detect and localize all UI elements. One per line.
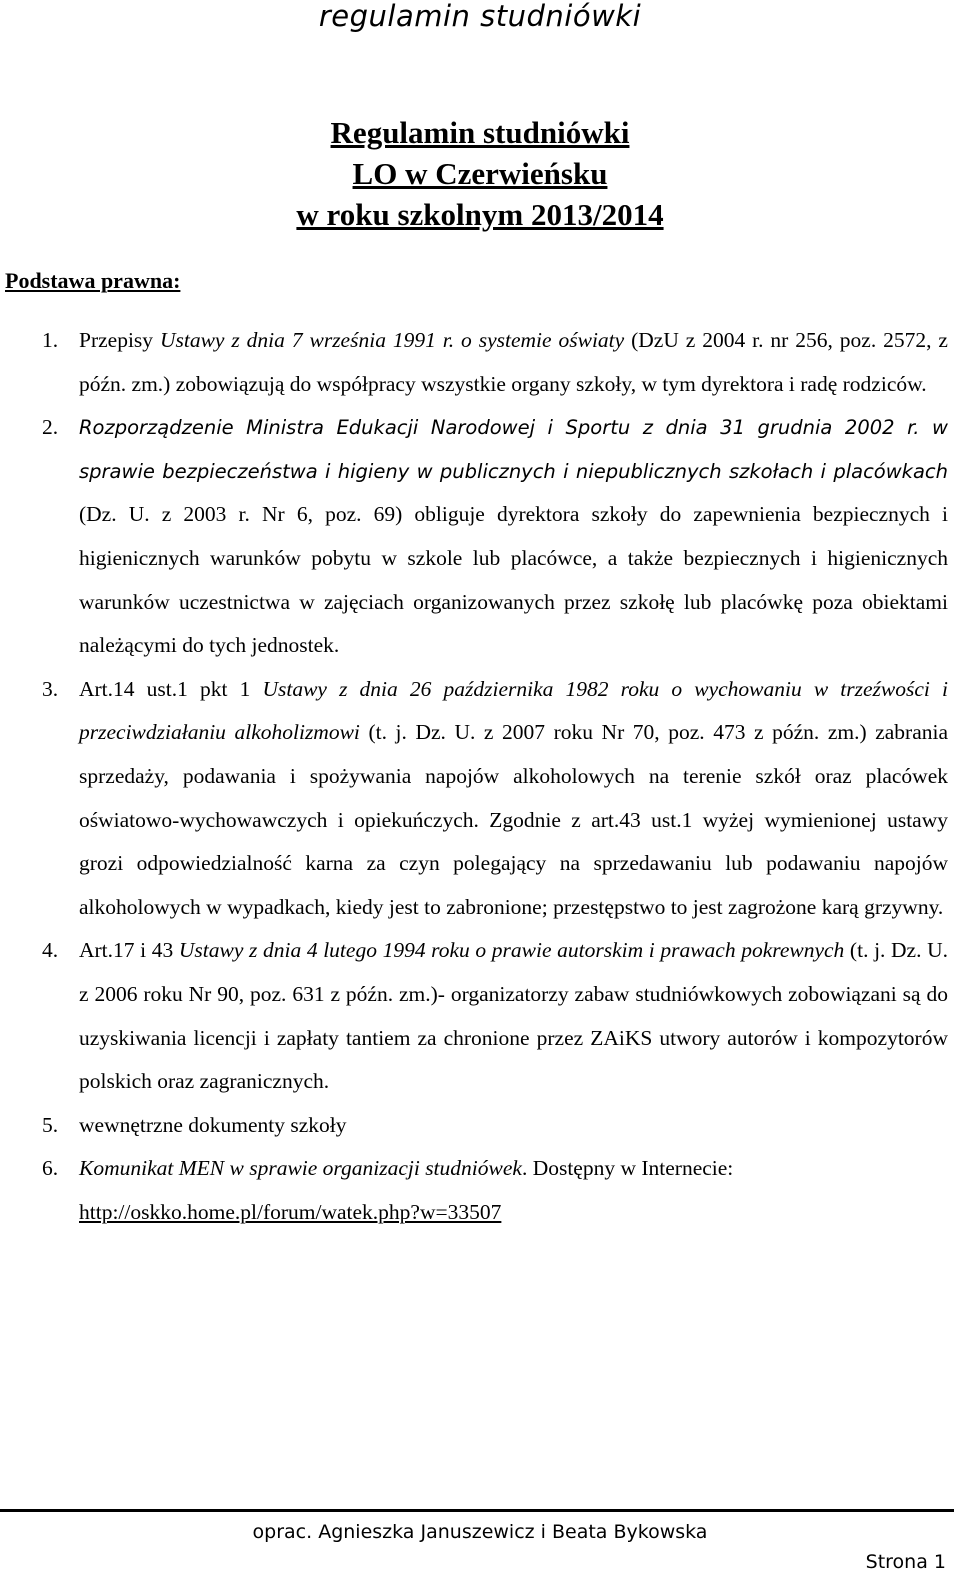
legal-basis-heading: Podstawa prawna: xyxy=(5,268,181,293)
list-item-5 xyxy=(42,1104,948,1148)
item-text: . Dostępny w Internecie: xyxy=(521,1156,734,1181)
item-number: 1. xyxy=(42,328,59,352)
list-item-3 xyxy=(42,668,948,930)
act-title: Ustawy z dnia 7 września 1991 r. o systemie oświaty xyxy=(159,328,625,352)
page-number: Strona 1 xyxy=(865,1551,946,1573)
item-text: (Dz. U. z 2003 r. Nr 6, poz. 69) obliguje dyrektora szkoły do zapewnienia bezpiecznych i higienicznych warunków pobytu w szkole lub placówce, a także bezpiecznych i higienicznych warunków uczestnictwa w zajęciach organizowanych przez szkołę lub placówkę poza obiektami należącymi do tych jednostek. xyxy=(79,502,948,658)
list-item-2 xyxy=(42,406,948,668)
item-text: wewnętrzne dokumenty szkoły xyxy=(79,1112,347,1137)
item-number: 6. xyxy=(42,1156,59,1181)
title-line-3: w roku szkolnym 2013/2014 xyxy=(296,197,664,232)
item-number: 5. xyxy=(42,1112,59,1137)
footer-author: oprac. Agnieszka Januszewicz i Beata Bykowska xyxy=(252,1521,708,1543)
item-text: Przepisy xyxy=(79,328,160,352)
forum-link[interactable]: http://oskko.home.pl/forum/watek.php?w=33507 xyxy=(79,1199,502,1224)
item-number: 4. xyxy=(42,938,59,963)
title-line-1: Regulamin studniówki xyxy=(330,115,630,150)
title-line-2: LO w Czerwieńsku xyxy=(352,156,608,191)
running-header: regulamin studniówki xyxy=(318,0,642,33)
act-title: Ustawy z dnia 26 października 1982 roku o wychowaniu w trzeźwości i przeciwdziałaniu alkoholizmowi xyxy=(79,676,948,745)
document-title xyxy=(0,112,960,235)
item-number: 3. xyxy=(42,676,59,701)
list-item-1 xyxy=(42,319,948,406)
list-item-4 xyxy=(42,929,948,1103)
item-number: 2. xyxy=(42,415,59,440)
item-text: (t. j. Dz. U. z 2006 roku Nr 90, poz. 631 z późn. zm.)- organizatorzy zabaw studniówkowych zobowiązani są do uzyskiwania licencji i zapłaty tantiem za chronione przez ZAiKS utwory autorów i kompozytorów polskich oraz zagranicznych. xyxy=(79,938,949,1094)
act-title: Ustawy z dnia 4 lutego 1994 roku o prawie autorskim i prawach pokrewnych xyxy=(178,938,845,963)
item-text: Art.17 i 43 xyxy=(79,938,179,963)
footer-divider xyxy=(0,1509,954,1512)
legal-basis-list xyxy=(42,319,948,1234)
item-text: (DzU z 2004 r. nr 256, poz. 2572, z późn. zm.) zobowiązują do współpracy wszystkie organy szkoły, w tym dyrektora i radę rodziców. xyxy=(79,328,948,396)
item-text: (t. j. Dz. U. z 2007 roku Nr 70, poz. 473 z późn. zm.) zabrania sprzedaży, podawania i spożywania napojów alkoholowych na terenie szkół oraz placówek oświatowo-wychowawczych i opiekuńczych. Zgodnie z art.43 ust.1 wyżej wymienionej ustawy grozi odpowiedzialność karna za czyn polegający na sprzedawaniu lub podawaniu napojów alkoholowych w wypadkach, kiedy jest to zabronione; przestępstwo to jest zagrożone karą grzywny. xyxy=(79,720,948,919)
list-item-6 xyxy=(42,1147,948,1234)
act-title: Rozporządzenie Ministra Edukacji Narodowej i Sportu z dnia 31 grudnia 2002 r. w sprawie bezpieczeństwa i higieny w publicznych i niepublicznych szkołach i placówkach xyxy=(79,416,948,483)
act-title: Komunikat MEN w sprawie organizacji studniówek xyxy=(79,1156,522,1181)
item-text: Art.14 ust.1 pkt 1 xyxy=(79,676,263,701)
